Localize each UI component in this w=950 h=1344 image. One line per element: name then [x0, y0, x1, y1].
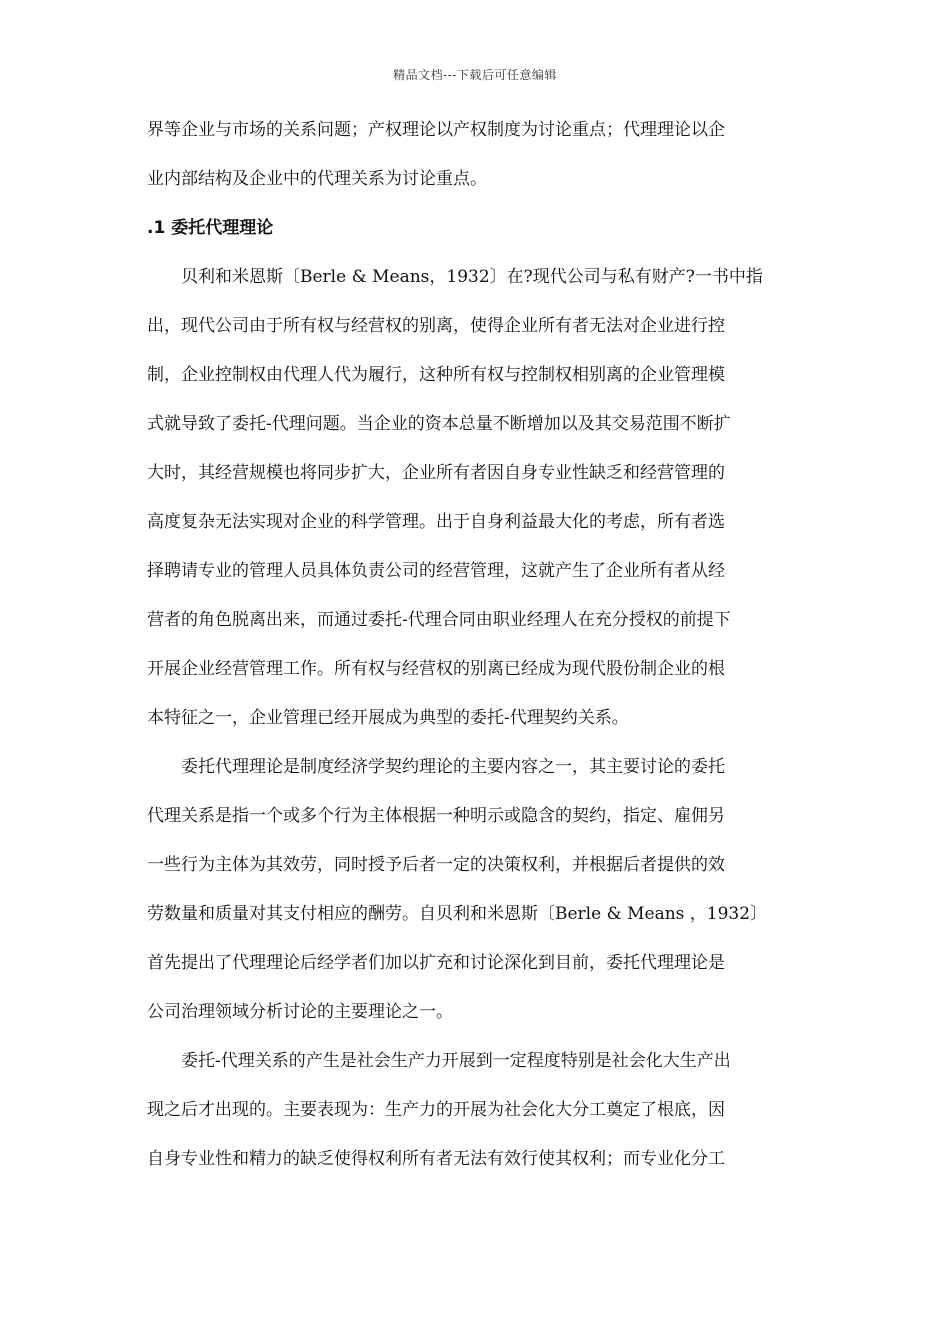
text-line: 劳数量和质量对其支付相应的酬劳。自贝利和米恩斯〔Berle & Means ，1932〕 [147, 904, 768, 924]
text-line: 营者的角色脱离出来，而通过委托-代理合同由职业经理人在充分授权的前提下 [147, 610, 731, 630]
text-line: 业内部结构及企业中的代理关系为讨论重点。 [147, 169, 487, 189]
text-line: 委托代理理论是制度经济学契约理论的主要内容之一，其主要讨论的委托 [181, 757, 725, 777]
section-heading: .1 委托代理理论 [147, 218, 274, 238]
text-line: 首先提出了代理理论后经学者们加以扩充和讨论深化到目前，委托代理理论是 [147, 953, 725, 973]
text-line: 代理关系是指一个或多个行为主体根据一种明示或隐含的契约，指定、雇佣另 [147, 806, 725, 826]
text-line: 公司治理领域分析讨论的主要理论之一。 [147, 1002, 453, 1022]
text-line: 高度复杂无法实现对企业的科学管理。出于自身利益最大化的考虑，所有者选 [147, 512, 725, 532]
paragraph-agency-theory [147, 743, 807, 1037]
text-line: 自身专业性和精力的缺乏使得权利所有者无法有效行使其权利；而专业化分工 [147, 1149, 725, 1169]
text-line: 择聘请专业的管理人员具体负责公司的经营管理，这就产生了企业所有者从经 [147, 561, 725, 581]
text-line: 大时，其经营规模也将同步扩大，企业所有者因自身专业性缺乏和经营管理的 [147, 463, 725, 483]
text-line: 出，现代公司由于所有权与经营权的别离，使得企业所有者无法对企业进行控 [147, 316, 725, 336]
text-line: 本特征之一，企业管理已经开展成为典型的委托-代理契约关系。 [147, 708, 629, 728]
text-line: 制，企业控制权由代理人代为履行，这种所有权与控制权相别离的企业管理模 [147, 365, 725, 385]
document-body [147, 106, 807, 1184]
paragraph-berle-means [147, 253, 807, 743]
text-line: 界等企业与市场的关系问题；产权理论以产权制度为讨论重点；代理理论以企 [147, 120, 725, 140]
text-line: 委托-代理关系的产生是社会生产力开展到一定程度特别是社会化大生产出 [181, 1051, 731, 1071]
text-line: 贝利和米恩斯〔Berle & Means，1932〕在?现代公司与私有财产?一书中指 [181, 267, 763, 287]
intro-paragraph [147, 106, 807, 204]
text-line: 开展企业经营管理工作。所有权与经营权的别离已经成为现代股份制企业的根 [147, 659, 725, 679]
page-header: 精品文档---下载后可任意编辑 [393, 68, 557, 82]
text-line: 一些行为主体为其效劳，同时授予后者一定的决策权利，并根据后者提供的效 [147, 855, 725, 875]
paragraph-origin [147, 1037, 807, 1184]
text-line: 式就导致了委托-代理问题。当企业的资本总量不断增加以及其交易范围不断扩 [147, 414, 731, 434]
text-line: 现之后才出现的。主要表现为：生产力的开展为社会化大分工奠定了根底，因 [147, 1100, 725, 1120]
